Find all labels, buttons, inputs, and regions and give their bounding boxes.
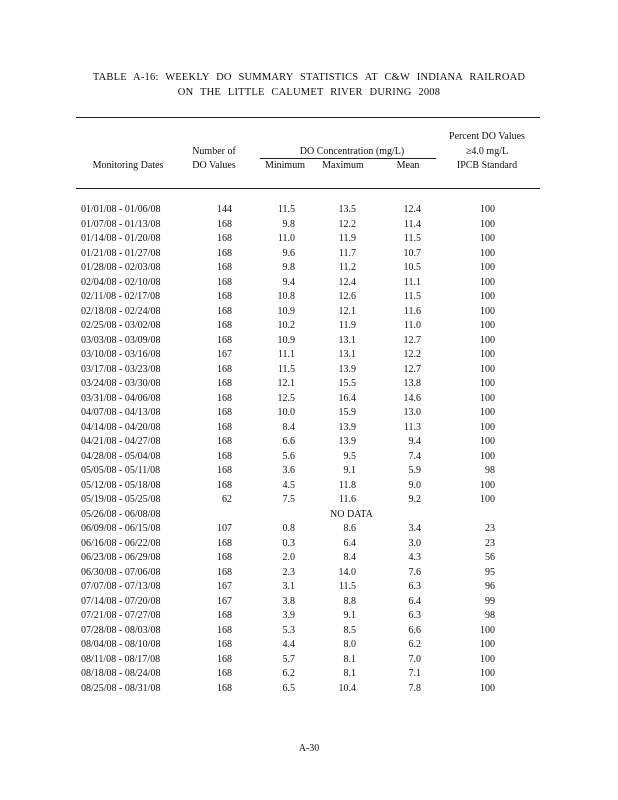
cell-percent: 100 xyxy=(480,421,495,433)
cell-maximum: 12.2 xyxy=(338,218,356,230)
table-row xyxy=(0,406,618,421)
table-row xyxy=(0,479,618,494)
table-row xyxy=(0,290,618,305)
table-title-line-2: ON THE LITTLE CALUMET RIVER DURING 2008 xyxy=(177,87,441,98)
cell-minimum: 11.1 xyxy=(277,349,295,360)
cell-mean: 13.8 xyxy=(403,378,421,389)
cell-mean: 12.7 xyxy=(403,334,421,346)
cell-dates: 08/04/08 - 08/10/08 xyxy=(81,639,161,650)
cell-minimum: 6.5 xyxy=(282,682,295,694)
cell-count: 168 xyxy=(217,653,232,665)
cell-mean: 9.0 xyxy=(408,479,421,491)
cell-dates: 03/17/08 - 03/23/08 xyxy=(81,363,161,375)
table-row xyxy=(0,261,618,276)
cell-count: 144 xyxy=(217,204,232,215)
table-title-line-1: TABLE A-16: WEEKLY DO SUMMARY STATISTICS AT C&W INDIANA RAILROAD xyxy=(92,72,526,83)
cell-mean: 12.2 xyxy=(403,349,421,360)
cell-mean: 12.4 xyxy=(403,204,421,215)
cell-percent: 100 xyxy=(480,320,495,331)
cell-minimum: 9.4 xyxy=(282,276,295,288)
cell-count: 168 xyxy=(217,334,232,346)
cell-maximum: 8.5 xyxy=(343,624,356,636)
table-row xyxy=(0,522,618,537)
table-row xyxy=(0,276,618,291)
cell-count: 168 xyxy=(217,320,232,331)
table-row xyxy=(0,580,618,595)
cell-count: 168 xyxy=(217,262,232,273)
cell-mean: 6.3 xyxy=(408,581,421,592)
cell-minimum: 0.8 xyxy=(282,523,295,534)
cell-count: 168 xyxy=(217,233,232,244)
table-row xyxy=(0,508,618,523)
table-row xyxy=(0,232,618,247)
cell-mean: 11.3 xyxy=(403,421,421,433)
cell-mean: 7.8 xyxy=(408,682,421,694)
table-row xyxy=(0,537,618,552)
cell-count: 168 xyxy=(217,276,232,288)
cell-count: 168 xyxy=(217,610,232,621)
cell-count: 62 xyxy=(222,494,232,505)
cell-dates: 04/28/08 - 05/04/08 xyxy=(81,450,161,462)
cell-minimum: 7.5 xyxy=(282,494,295,505)
cell-mean: 11.6 xyxy=(403,305,421,317)
cell-minimum: 8.4 xyxy=(282,421,295,433)
cell-minimum: 10.9 xyxy=(277,305,295,317)
cell-minimum: 11.5 xyxy=(277,204,295,215)
cell-maximum: 6.4 xyxy=(343,537,356,549)
cell-dates: 02/25/08 - 03/02/08 xyxy=(81,320,161,331)
cell-dates: 08/25/08 - 08/31/08 xyxy=(81,682,161,694)
cell-percent: 100 xyxy=(480,436,495,447)
table-body xyxy=(0,203,618,696)
cell-count: 168 xyxy=(217,479,232,491)
cell-percent: 100 xyxy=(480,682,495,694)
cell-minimum: 3.8 xyxy=(282,595,295,607)
cell-dates: 02/04/08 - 02/10/08 xyxy=(81,276,161,288)
cell-count: 168 xyxy=(217,639,232,650)
cell-percent: 100 xyxy=(480,349,495,360)
cell-dates: 06/30/08 - 07/06/08 xyxy=(81,566,161,578)
cell-mean: 7.4 xyxy=(408,450,421,462)
cell-count: 168 xyxy=(217,450,232,462)
cell-dates: 03/24/08 - 03/30/08 xyxy=(81,378,161,389)
cell-minimum: 10.9 xyxy=(277,334,295,346)
header-percent-line-3: IPCB Standard xyxy=(456,160,518,171)
cell-percent: 100 xyxy=(480,378,495,389)
cell-maximum: 15.9 xyxy=(338,407,356,418)
cell-count: 168 xyxy=(217,247,232,259)
cell-mean: 6.3 xyxy=(408,610,421,621)
cell-percent: 100 xyxy=(480,363,495,375)
cell-percent: 100 xyxy=(480,204,495,215)
cell-maximum: 9.1 xyxy=(343,610,356,621)
cell-percent: 100 xyxy=(480,392,495,404)
cell-minimum: 10.0 xyxy=(277,407,295,418)
cell-count: 107 xyxy=(217,523,232,534)
cell-percent: 95 xyxy=(485,566,495,578)
cell-maximum: 11.6 xyxy=(338,494,356,505)
cell-count: 167 xyxy=(217,581,232,592)
cell-dates: 04/07/08 - 04/13/08 xyxy=(81,407,161,418)
cell-maximum: 8.6 xyxy=(343,523,356,534)
cell-dates: 06/23/08 - 06/29/08 xyxy=(81,552,161,563)
cell-dates: 01/28/08 - 02/03/08 xyxy=(81,262,161,273)
cell-dates: 03/31/08 - 04/06/08 xyxy=(81,392,161,404)
cell-dates: 01/21/08 - 01/27/08 xyxy=(81,247,161,259)
table-row xyxy=(0,682,618,697)
cell-dates: 07/07/08 - 07/13/08 xyxy=(81,581,161,592)
cell-maximum: 9.1 xyxy=(343,465,356,476)
cell-percent: 96 xyxy=(485,581,495,592)
cell-percent: 56 xyxy=(485,552,495,563)
cell-minimum: 2.3 xyxy=(282,566,295,578)
cell-dates: 04/14/08 - 04/20/08 xyxy=(81,421,161,433)
cell-percent: 100 xyxy=(480,494,495,505)
cell-percent: 100 xyxy=(480,450,495,462)
cell-count: 167 xyxy=(217,595,232,607)
cell-percent: 100 xyxy=(480,291,495,302)
cell-maximum: 8.4 xyxy=(343,552,356,563)
table-row xyxy=(0,493,618,508)
header-mean: Mean xyxy=(396,160,420,171)
cell-count: 168 xyxy=(217,436,232,447)
cell-dates: 05/12/08 - 05/18/08 xyxy=(81,479,161,491)
cell-mean: 12.7 xyxy=(403,363,421,375)
cell-maximum: 11.8 xyxy=(338,479,356,491)
cell-maximum: 11.9 xyxy=(338,320,356,331)
cell-minimum: 3.1 xyxy=(282,581,295,592)
cell-minimum: 11.5 xyxy=(277,363,295,375)
cell-minimum: 4.4 xyxy=(282,639,295,650)
cell-minimum: 9.6 xyxy=(282,247,295,259)
cell-count: 168 xyxy=(217,624,232,636)
cell-dates: 07/14/08 - 07/20/08 xyxy=(81,595,161,607)
table-row xyxy=(0,609,618,624)
cell-minimum: 9.8 xyxy=(282,262,295,273)
header-bottom-rule xyxy=(76,188,540,189)
cell-maximum: 9.5 xyxy=(343,450,356,462)
cell-percent: 100 xyxy=(480,233,495,244)
cell-maximum: 11.7 xyxy=(338,247,356,259)
cell-percent: 100 xyxy=(480,668,495,679)
cell-minimum: 5.3 xyxy=(282,624,295,636)
cell-minimum: 6.2 xyxy=(282,668,295,679)
header-percent-line-1: Percent DO Values xyxy=(449,131,525,142)
cell-minimum: 12.1 xyxy=(277,378,295,389)
table-row xyxy=(0,653,618,668)
table-row xyxy=(0,348,618,363)
cell-dates: 08/11/08 - 08/17/08 xyxy=(81,653,161,665)
header-number-line-2: DO Values xyxy=(192,160,236,171)
cell-minimum: 10.2 xyxy=(277,320,295,331)
cell-minimum: 2.0 xyxy=(282,552,295,563)
header-do-concentration: DO Concentration (mg/L) xyxy=(299,146,405,157)
cell-maximum: 11.9 xyxy=(338,233,356,244)
table-row xyxy=(0,334,618,349)
cell-mean: 13.0 xyxy=(403,407,421,418)
cell-maximum: 13.9 xyxy=(338,363,356,375)
cell-dates: 01/14/08 - 01/20/08 xyxy=(81,233,161,244)
table-row xyxy=(0,566,618,581)
cell-maximum: 12.1 xyxy=(338,305,356,317)
cell-count: 168 xyxy=(217,552,232,563)
table-row xyxy=(0,450,618,465)
cell-percent: 100 xyxy=(480,479,495,491)
cell-mean: 11.5 xyxy=(403,291,421,302)
cell-dates: 07/28/08 - 08/03/08 xyxy=(81,624,161,636)
cell-mean: 9.4 xyxy=(408,436,421,447)
cell-count: 168 xyxy=(217,407,232,418)
cell-dates: 05/19/08 - 05/25/08 xyxy=(81,494,161,505)
cell-count: 167 xyxy=(217,349,232,360)
cell-note: NO DATA xyxy=(330,508,373,520)
cell-maximum: 8.8 xyxy=(343,595,356,607)
cell-mean: 6.2 xyxy=(408,639,421,650)
cell-percent: 100 xyxy=(480,305,495,317)
table-row xyxy=(0,595,618,610)
cell-mean: 3.0 xyxy=(408,537,421,549)
table-row xyxy=(0,305,618,320)
cell-mean: 5.9 xyxy=(408,465,421,476)
header-minimum: Minimum xyxy=(264,160,305,171)
header-maximum: Maximum xyxy=(322,160,364,171)
table-row xyxy=(0,435,618,450)
table-row xyxy=(0,377,618,392)
cell-mean: 14.6 xyxy=(403,392,421,404)
cell-dates: 06/09/08 - 06/15/08 xyxy=(81,523,161,534)
cell-percent: 98 xyxy=(485,610,495,621)
table-row xyxy=(0,667,618,682)
cell-mean: 10.7 xyxy=(403,247,421,259)
cell-maximum: 16.4 xyxy=(338,392,356,404)
do-concentration-rule xyxy=(260,158,436,159)
cell-maximum: 12.6 xyxy=(338,291,356,302)
cell-percent: 100 xyxy=(480,407,495,418)
cell-dates: 01/07/08 - 01/13/08 xyxy=(81,218,161,230)
cell-maximum: 11.5 xyxy=(338,581,356,592)
cell-maximum: 11.2 xyxy=(338,262,356,273)
cell-minimum: 5.7 xyxy=(282,653,295,665)
cell-mean: 11.0 xyxy=(403,320,421,331)
table-row xyxy=(0,247,618,262)
cell-mean: 11.1 xyxy=(403,276,421,288)
cell-count: 168 xyxy=(217,218,232,230)
cell-count: 168 xyxy=(217,566,232,578)
cell-maximum: 10.4 xyxy=(338,682,356,694)
cell-percent: 100 xyxy=(480,334,495,346)
cell-dates: 02/11/08 - 02/17/08 xyxy=(81,291,161,302)
cell-percent: 98 xyxy=(485,465,495,476)
cell-maximum: 12.4 xyxy=(338,276,356,288)
cell-mean: 4.3 xyxy=(408,552,421,563)
cell-count: 168 xyxy=(217,537,232,549)
table-row xyxy=(0,421,618,436)
cell-maximum: 15.5 xyxy=(338,378,356,389)
header-monitoring-dates: Monitoring Dates xyxy=(92,160,164,171)
cell-percent: 100 xyxy=(480,624,495,636)
cell-percent: 99 xyxy=(485,595,495,607)
cell-minimum: 6.6 xyxy=(282,436,295,447)
cell-percent: 100 xyxy=(480,639,495,650)
cell-dates: 04/21/08 - 04/27/08 xyxy=(81,436,161,447)
cell-mean: 7.0 xyxy=(408,653,421,665)
cell-mean: 6.6 xyxy=(408,624,421,636)
cell-count: 168 xyxy=(217,363,232,375)
page-number: A-30 xyxy=(298,743,320,754)
cell-maximum: 8.0 xyxy=(343,639,356,650)
header-percent-line-2: ≥4.0 mg/L xyxy=(465,146,509,157)
cell-maximum: 8.1 xyxy=(343,653,356,665)
cell-count: 168 xyxy=(217,378,232,389)
cell-percent: 100 xyxy=(480,262,495,273)
cell-mean: 7.6 xyxy=(408,566,421,578)
cell-dates: 05/26/08 - 06/08/08 xyxy=(81,508,161,520)
table-row xyxy=(0,319,618,334)
cell-mean: 11.4 xyxy=(403,218,421,230)
cell-count: 168 xyxy=(217,392,232,404)
cell-minimum: 0.3 xyxy=(282,537,295,549)
cell-minimum: 11.0 xyxy=(277,233,295,244)
cell-minimum: 5.6 xyxy=(282,450,295,462)
cell-mean: 7.1 xyxy=(408,668,421,679)
cell-percent: 100 xyxy=(480,247,495,259)
cell-dates: 06/16/08 - 06/22/08 xyxy=(81,537,161,549)
cell-minimum: 3.6 xyxy=(282,465,295,476)
cell-minimum: 9.8 xyxy=(282,218,295,230)
cell-minimum: 12.5 xyxy=(277,392,295,404)
cell-maximum: 13.9 xyxy=(338,421,356,433)
cell-dates: 05/05/08 - 05/11/08 xyxy=(81,465,161,476)
cell-mean: 9.2 xyxy=(408,494,421,505)
table-row xyxy=(0,464,618,479)
cell-count: 168 xyxy=(217,421,232,433)
cell-maximum: 13.1 xyxy=(338,334,356,346)
cell-minimum: 10.8 xyxy=(277,291,295,302)
table-row xyxy=(0,624,618,639)
table-row xyxy=(0,203,618,218)
cell-percent: 100 xyxy=(480,218,495,230)
header-top-rule xyxy=(76,117,540,118)
cell-maximum: 14.0 xyxy=(338,566,356,578)
cell-maximum: 8.1 xyxy=(343,668,356,679)
table-row xyxy=(0,218,618,233)
cell-mean: 10.5 xyxy=(403,262,421,273)
cell-count: 168 xyxy=(217,668,232,679)
cell-maximum: 13.5 xyxy=(338,204,356,215)
cell-minimum: 3.9 xyxy=(282,610,295,621)
cell-dates: 01/01/08 - 01/06/08 xyxy=(81,204,161,215)
cell-mean: 3.4 xyxy=(408,523,421,534)
table-row xyxy=(0,551,618,566)
cell-count: 168 xyxy=(217,465,232,476)
table-row xyxy=(0,392,618,407)
cell-percent: 23 xyxy=(485,523,495,534)
cell-percent: 100 xyxy=(480,276,495,288)
cell-count: 168 xyxy=(217,682,232,694)
cell-count: 168 xyxy=(217,291,232,302)
cell-mean: 11.5 xyxy=(403,233,421,244)
cell-percent: 100 xyxy=(480,653,495,665)
cell-mean: 6.4 xyxy=(408,595,421,607)
cell-minimum: 4.5 xyxy=(282,479,295,491)
cell-maximum: 13.1 xyxy=(338,349,356,360)
cell-count: 168 xyxy=(217,305,232,317)
cell-dates: 03/03/08 - 03/09/08 xyxy=(81,334,161,346)
cell-dates: 08/18/08 - 08/24/08 xyxy=(81,668,161,679)
table-row xyxy=(0,638,618,653)
cell-dates: 07/21/08 - 07/27/08 xyxy=(81,610,161,621)
cell-maximum: 13.9 xyxy=(338,436,356,447)
cell-dates: 03/10/08 - 03/16/08 xyxy=(81,349,161,360)
table-row xyxy=(0,363,618,378)
header-number-line-1: Number of xyxy=(192,146,236,157)
cell-dates: 02/18/08 - 02/24/08 xyxy=(81,305,161,317)
cell-percent: 23 xyxy=(485,537,495,549)
